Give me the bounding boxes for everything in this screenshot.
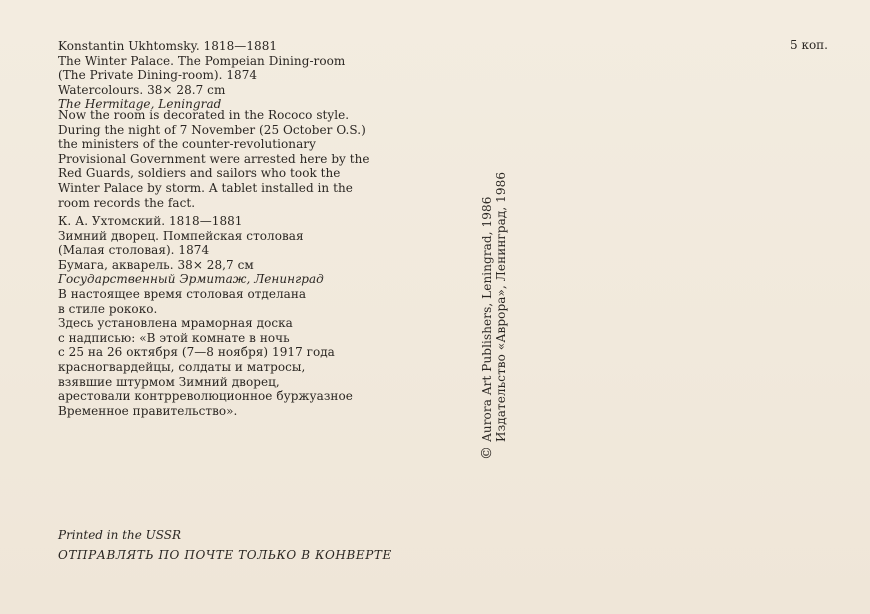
description-line-ru: красногвардейцы, солдаты и матросы, xyxy=(58,359,306,374)
description-line: Provisional Government were arrested here by the xyxy=(58,151,370,166)
artist-line-ru: К. А. Ухтомский. 1818—1881 xyxy=(58,214,243,228)
description-line-ru: с 25 на 26 октября (7—8 ноября) 1917 года xyxy=(58,345,335,360)
publisher-line-en xyxy=(480,148,494,460)
collection-line: The Hermitage, Leningrad xyxy=(58,97,222,112)
artwork-subtitle-line: (The Private Dining-room). 1874 xyxy=(58,68,258,83)
copyright-icon: © xyxy=(479,445,495,460)
description-line: Red Guards, soldiers and sailors who took the xyxy=(58,166,341,181)
description-line: room records the fact. xyxy=(58,195,196,210)
description-line: Winter Palace by storm. A tablet installed in the xyxy=(58,180,353,195)
russian-caption-header xyxy=(58,214,478,287)
publisher-imprint xyxy=(480,148,532,460)
description-line-ru: взявшие штурмом Зимний дворец, xyxy=(58,374,280,389)
price-label: 5 коп. xyxy=(790,38,828,52)
description-line-ru: Здесь установлена мраморная доска xyxy=(58,316,293,331)
publisher-text-en: Aurora Art Publishers, Leningrad, 1986 xyxy=(480,196,494,442)
description-line-ru: арестовали контрреволюционное буржуазное xyxy=(58,389,353,404)
russian-description xyxy=(58,287,478,418)
medium-dimensions-line: Watercolours. 38× 28.7 cm xyxy=(58,82,226,97)
description-line-ru: Временное правительство». xyxy=(58,403,238,418)
postal-instruction: ОТПРАВЛЯТЬ ПО ПОЧТЕ ТОЛЬКО В КОНВЕРТЕ xyxy=(58,548,392,562)
description-line-ru: в стиле рококо. xyxy=(58,301,158,316)
artwork-title-line: The Winter Palace. The Pompeian Dining-room xyxy=(58,53,346,68)
collection-line-ru: Государственный Эрмитаж, Ленинград xyxy=(58,272,324,287)
artwork-subtitle-line-ru: (Малая столовая). 1874 xyxy=(58,243,210,258)
english-caption-header xyxy=(58,39,478,112)
description-line-ru: с надписью: «В этой комнате в ночь xyxy=(58,330,290,345)
publisher-line-ru: Издательство «Аврора», Ленинград, 1986 xyxy=(494,171,508,442)
description-line: During the night of 7 November (25 October O.S.) xyxy=(58,122,366,137)
medium-dimensions-line-ru: Бумага, акварель. 38× 28,7 см xyxy=(58,257,254,272)
description-line: Now the room is decorated in the Rococo style. xyxy=(58,108,350,122)
artist-line: Konstantin Ukhtomsky. 1818—1881 xyxy=(58,39,278,53)
artwork-title-line-ru: Зимний дворец. Помпейская столовая xyxy=(58,228,304,243)
english-description xyxy=(58,108,478,210)
description-line: the ministers of the counter-revolutionary xyxy=(58,137,316,152)
printed-in-ussr: Printed in the USSR xyxy=(58,528,182,542)
description-line-ru: В настоящее время столовая отделана xyxy=(58,287,307,301)
